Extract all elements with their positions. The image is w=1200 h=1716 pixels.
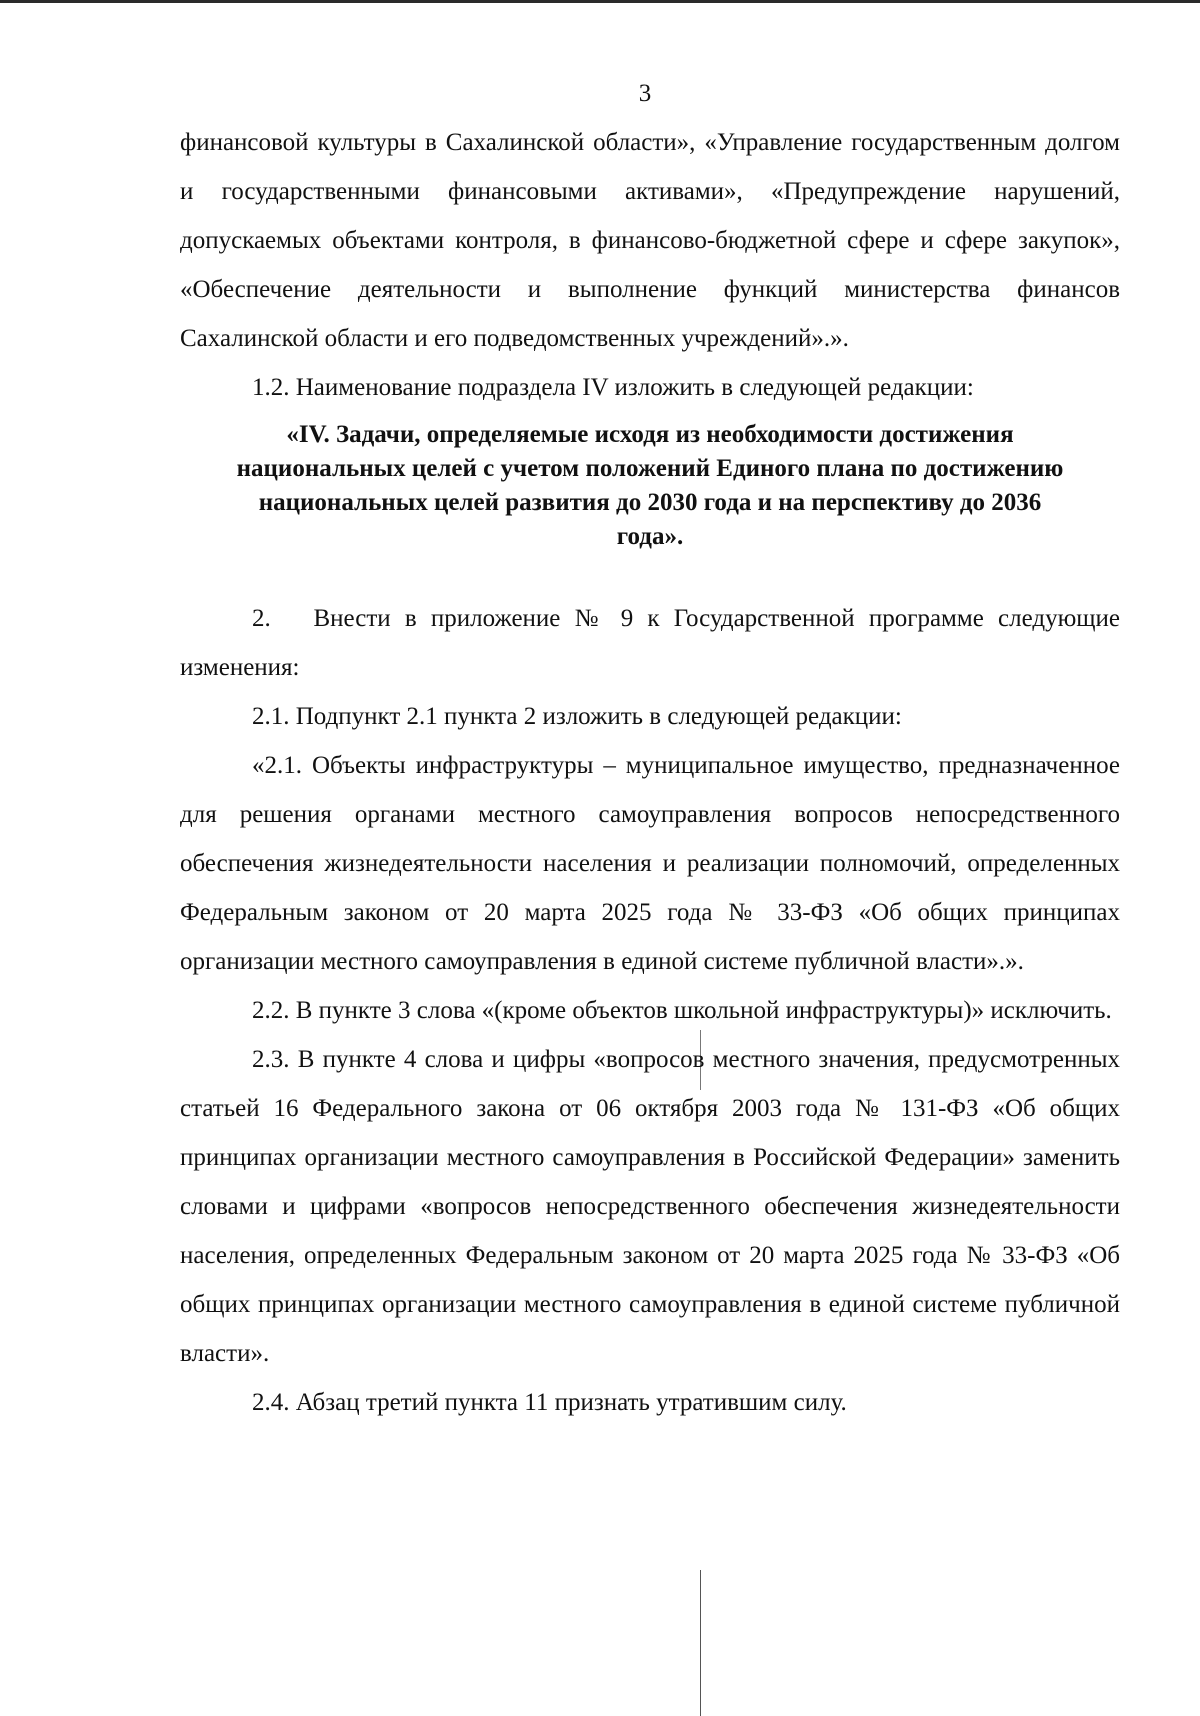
scan-top-edge (0, 0, 1200, 3)
paragraph-2-4: 2.4. Абзац третий пункта 11 признать утратившим силу. (252, 1389, 847, 1416)
paragraph-2-1: 2.1. Подпункт 2.1 пункта 2 изложить в следующей редакции: (252, 703, 902, 730)
heading-line: года». (616, 523, 684, 550)
section-heading (180, 418, 1120, 554)
paragraph-2: 2. Внести в приложение № 9 к Государственной программе следующие изменения: (180, 605, 1120, 681)
heading-line: «IV. Задачи, определяемые исходя из необходимости достижения (286, 421, 1014, 448)
document-body (180, 118, 1120, 1427)
heading-line: национальных целей развития до 2030 года и на перспективу до 2036 (258, 489, 1042, 516)
paragraph-2-3: 2.3. В пункте 4 слова и цифры «вопросов местного значения, предусмотренных статьей 16 Федерального закона от 06 октября 2003 года № 131-ФЗ «Об общих принципах организации местного самоуправления в Российской Федерации» заменить словами и цифрами «вопросов непосредственного обеспечения жизнедеятельности населения, определенных Федеральным законом от 20 марта 2025 года № 33-ФЗ «Об общих принципах организации местного самоуправления в единой системе публичной власти». (180, 1046, 1120, 1367)
paragraph-2-2: 2.2. В пункте 3 слова «(кроме объектов школьной инфраструктуры)» исключить. (252, 997, 1112, 1024)
paragraph-2-1-quote: «2.1. Объекты инфраструктуры – муниципальное имущество, предназначенное для решения органами местного самоуправления вопросов непосредственного обеспечения жизнедеятельности населения и реализации полномочий, определенных Федеральным законом от 20 марта 2025 года № 33-ФЗ «Об общих принципах организации местного самоуправления в единой системе публичной власти».». (180, 752, 1120, 975)
scan-artifact-line (700, 1570, 701, 1716)
page-number: 3 (638, 80, 652, 107)
paragraph-1-2: 1.2. Наименование подраздела IV изложить в следующей редакции: (252, 374, 974, 401)
paragraph-continuation: финансовой культуры в Сахалинской области», «Управление государственным долгом и государственными финансовыми активами», «Предупреждение нарушений, допускаемых объектами контроля, в финансово-бюджетной сфере и сфере закупок», «Обеспечение деятельности и выполнение функций министерства финансов Сахалинской области и его подведомственных учреждений».». (180, 129, 1120, 352)
heading-line: национальных целей с учетом положений Единого плана по достижению (236, 455, 1064, 482)
